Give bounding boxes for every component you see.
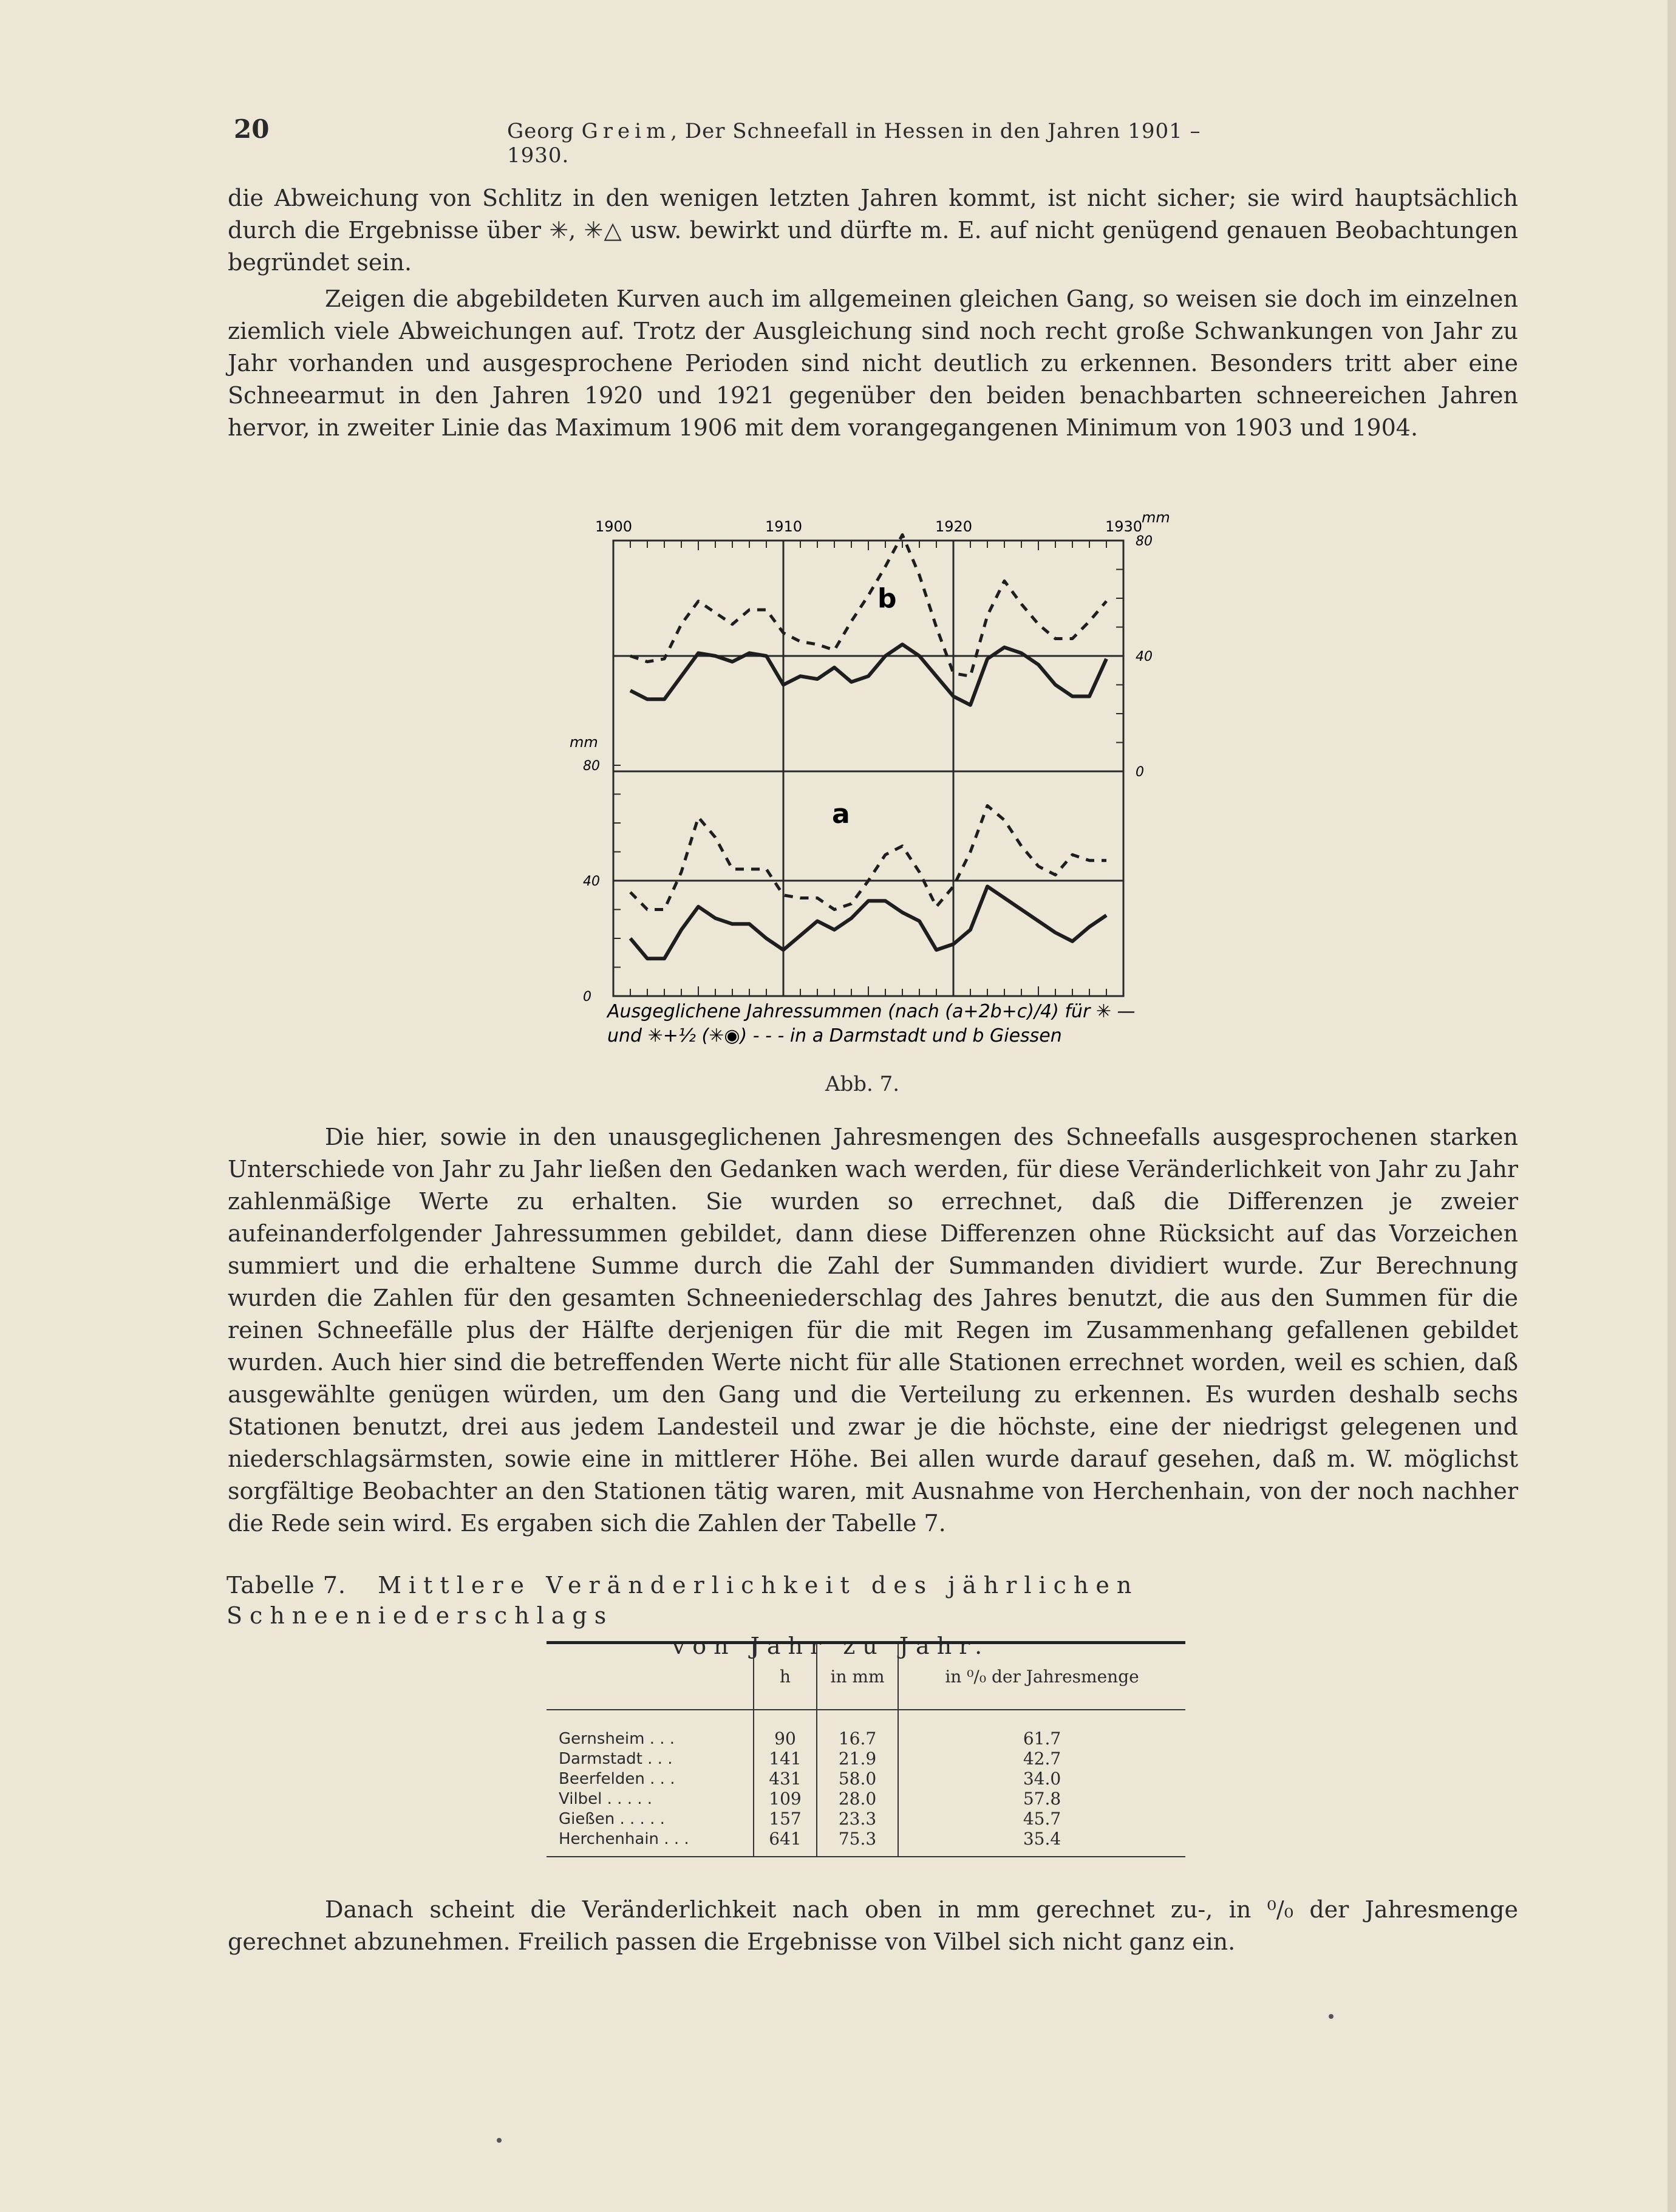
paragraph-1	[228, 182, 1518, 279]
x-tick-label: 1920	[935, 518, 973, 535]
paragraph-3	[228, 1121, 1518, 1540]
page-edge	[1667, 0, 1676, 2212]
page-header	[234, 114, 1266, 168]
row-h: 90	[754, 1710, 817, 1749]
table-title-line-1: Mittlere Veränderlichkeit des jährlichen Schneeniederschlags	[227, 1572, 1139, 1629]
series-b-solid	[630, 644, 1106, 705]
paragraph-4	[228, 1894, 1518, 1958]
row-mm: 75.3	[817, 1829, 898, 1857]
x-tick-label: 1930	[1105, 518, 1143, 535]
table-header-mm: in mm	[817, 1643, 898, 1710]
row-station: Herchenhain . . .	[547, 1829, 754, 1857]
paragraph-1-text: die Abweichung von Schlitz in den wenigen letzten Jahren kommt, ist nicht sicher; sie wird hauptsächlich durch die Ergebnisse über ✳, ✳△ usw. bewirkt und dürfte m. E. auf nicht genügend genauen Beobachtungen begründet sein.	[228, 185, 1518, 276]
table-header-row	[547, 1643, 1185, 1710]
x-tick-label: 1900	[595, 518, 633, 535]
panel-a-label: a	[832, 799, 850, 830]
author-last: Greim	[581, 119, 671, 143]
page-number: 20	[234, 114, 270, 144]
table-row	[547, 1809, 1185, 1829]
table-header-h: h	[754, 1643, 817, 1710]
table-label: Tabelle 7.	[227, 1572, 346, 1599]
row-pct: 57.8	[898, 1789, 1185, 1809]
x-tick-label: 1910	[765, 518, 803, 535]
table-title-line-2: von Jahr zu Jahr.	[672, 1633, 990, 1659]
running-head	[507, 119, 1266, 168]
series-a-dashed	[630, 806, 1106, 910]
row-mm: 23.3	[817, 1809, 898, 1829]
row-pct: 45.7	[898, 1809, 1185, 1829]
row-station: Beerfelden . . .	[559, 1769, 675, 1788]
chart-svg	[534, 504, 1190, 1063]
row-station: Gernsheim . . .	[559, 1729, 675, 1748]
row-station: Darmstadt . . .	[559, 1749, 673, 1768]
paragraph-2-text: Zeigen die abgebildeten Kurven auch im allgemeinen gleichen Gang, so weisen sie doch im einzelnen ziemlich viele Abweichungen auf. Trotz der Ausgleichung sind noch recht große Schwankungen von Jahr zu Jahr vorhanden und ausgesprochene Perioden sind nicht deutlich zu erkennen. Besonders tritt aber eine Schneearmut in den Jahren 1920 und 1921 gegenüber den beiden benachbarten schneereichen Jahren hervor, in zweiter Linie das Maximum 1906 mit dem vorangegangenen Minimum von 1903 und 1904.	[228, 285, 1518, 441]
unit-right-label: mm	[1142, 509, 1170, 526]
series-a-solid	[630, 887, 1106, 959]
paragraph-4-text: Danach scheint die Veränderlichkeit nach oben in mm gerechnet zu-, in ⁰/₀ der Jahresmenge gerechnet abzunehmen. Freilich passen die Ergebnisse von Vilbel sich nicht ganz ein.	[228, 1896, 1518, 1955]
chart-series	[630, 535, 1106, 959]
row-mm: 21.9	[817, 1749, 898, 1769]
row-pct: 35.4	[898, 1829, 1185, 1857]
table-row	[547, 1769, 1185, 1789]
y-tick-label-right: 40	[1136, 649, 1153, 664]
row-h: 641	[754, 1829, 817, 1857]
y-tick-label-left: 80	[583, 759, 600, 774]
unit-left-label: mm	[570, 734, 598, 751]
y-tick-label-left: 0	[583, 989, 591, 1005]
row-h: 431	[754, 1769, 817, 1789]
row-station: Gießen . . . . .	[559, 1809, 665, 1828]
table-row	[547, 1749, 1185, 1769]
figure-7	[534, 504, 1190, 1063]
table-header-station	[547, 1643, 754, 1710]
table-row	[547, 1710, 1185, 1749]
chart-labels	[583, 518, 1153, 1005]
speck	[497, 2138, 502, 2143]
y-tick-label-right: 80	[1136, 534, 1153, 549]
legend-line-1: Ausgeglichene Jahressummen (nach (a+2b+c)/4) für ✳ —	[607, 1001, 1136, 1022]
row-h: 141	[754, 1749, 817, 1769]
figure-caption: Abb. 7.	[825, 1072, 900, 1096]
speck	[1329, 2014, 1334, 2019]
y-tick-label-right: 0	[1136, 765, 1144, 780]
y-tick-label-left: 40	[583, 874, 600, 889]
row-station: Vilbel . . . . .	[559, 1789, 653, 1808]
row-pct: 61.7	[898, 1710, 1185, 1749]
table-header-pct: in ⁰/₀ der Jahresmenge	[898, 1643, 1185, 1710]
paragraph-3-text: Die hier, sowie in den unausgeglichenen Jahresmengen des Schneefalls ausgesprochenen starken Unterschiede von Jahr zu Jahr ließen den Gedanken wach werden, für diese Veränderlichkeit von Jahr zu Jahr zahlenmäßige Werte zu erhalten. Sie wurden so errechnet, daß die Differenzen je zweier aufeinanderfolgender Jahressummen gebildet, dann diese Differenzen ohne Rücksicht auf das Vorzeichen summiert und die erhaltene Summe durch die Zahl der Summanden dividiert wurde. Zur Berechnung wurden die Zahlen für den gesamten Schneeniederschlag des Jahres benutzt, die aus den Summen für die reinen Schneefälle plus der Hälfte derjenigen für die mit Regen im Zusammenhang gefallenen gebildet wurden. Auch hier sind die betreffenden Werte nicht für alle Stationen errechnet worden, weil es schien, daß ausgewählte genügen würden, um den Gang und die Verteilung zu erkennen. Es wurden deshalb sechs Stationen benutzt, drei aus jedem Landesteil und zwar je die höchste, eine der niedrigst gelegenen und niederschlagsärmsten, sowie eine in mittlerer Höhe. Bei allen wurde darauf gesehen, daß m. W. möglichst sorgfältige Beobachter an den Stationen tätig waren, mit Ausnahme von Herchenhain, von der noch nachher die Rede sein wird. Es ergaben sich die Zahlen der Tabelle 7.	[228, 1124, 1518, 1537]
row-h: 109	[754, 1789, 817, 1809]
running-title: , Der Schneefall in Hessen in den Jahren 1901 – 1930.	[507, 119, 1201, 168]
row-mm: 28.0	[817, 1789, 898, 1809]
author-first: Georg	[507, 119, 574, 143]
table-row	[547, 1829, 1185, 1857]
legend-line-2: und ✳+½ (✳◉) - - - in a Darmstadt und b Giessen	[607, 1025, 1062, 1046]
table-7	[547, 1641, 1185, 1857]
table-row	[547, 1789, 1185, 1809]
row-pct: 34.0	[898, 1769, 1185, 1789]
paragraph-2	[228, 283, 1518, 444]
row-h: 157	[754, 1809, 817, 1829]
panel-b-label: b	[877, 583, 897, 614]
row-mm: 58.0	[817, 1769, 898, 1789]
row-mm: 16.7	[817, 1710, 898, 1749]
row-pct: 42.7	[898, 1749, 1185, 1769]
